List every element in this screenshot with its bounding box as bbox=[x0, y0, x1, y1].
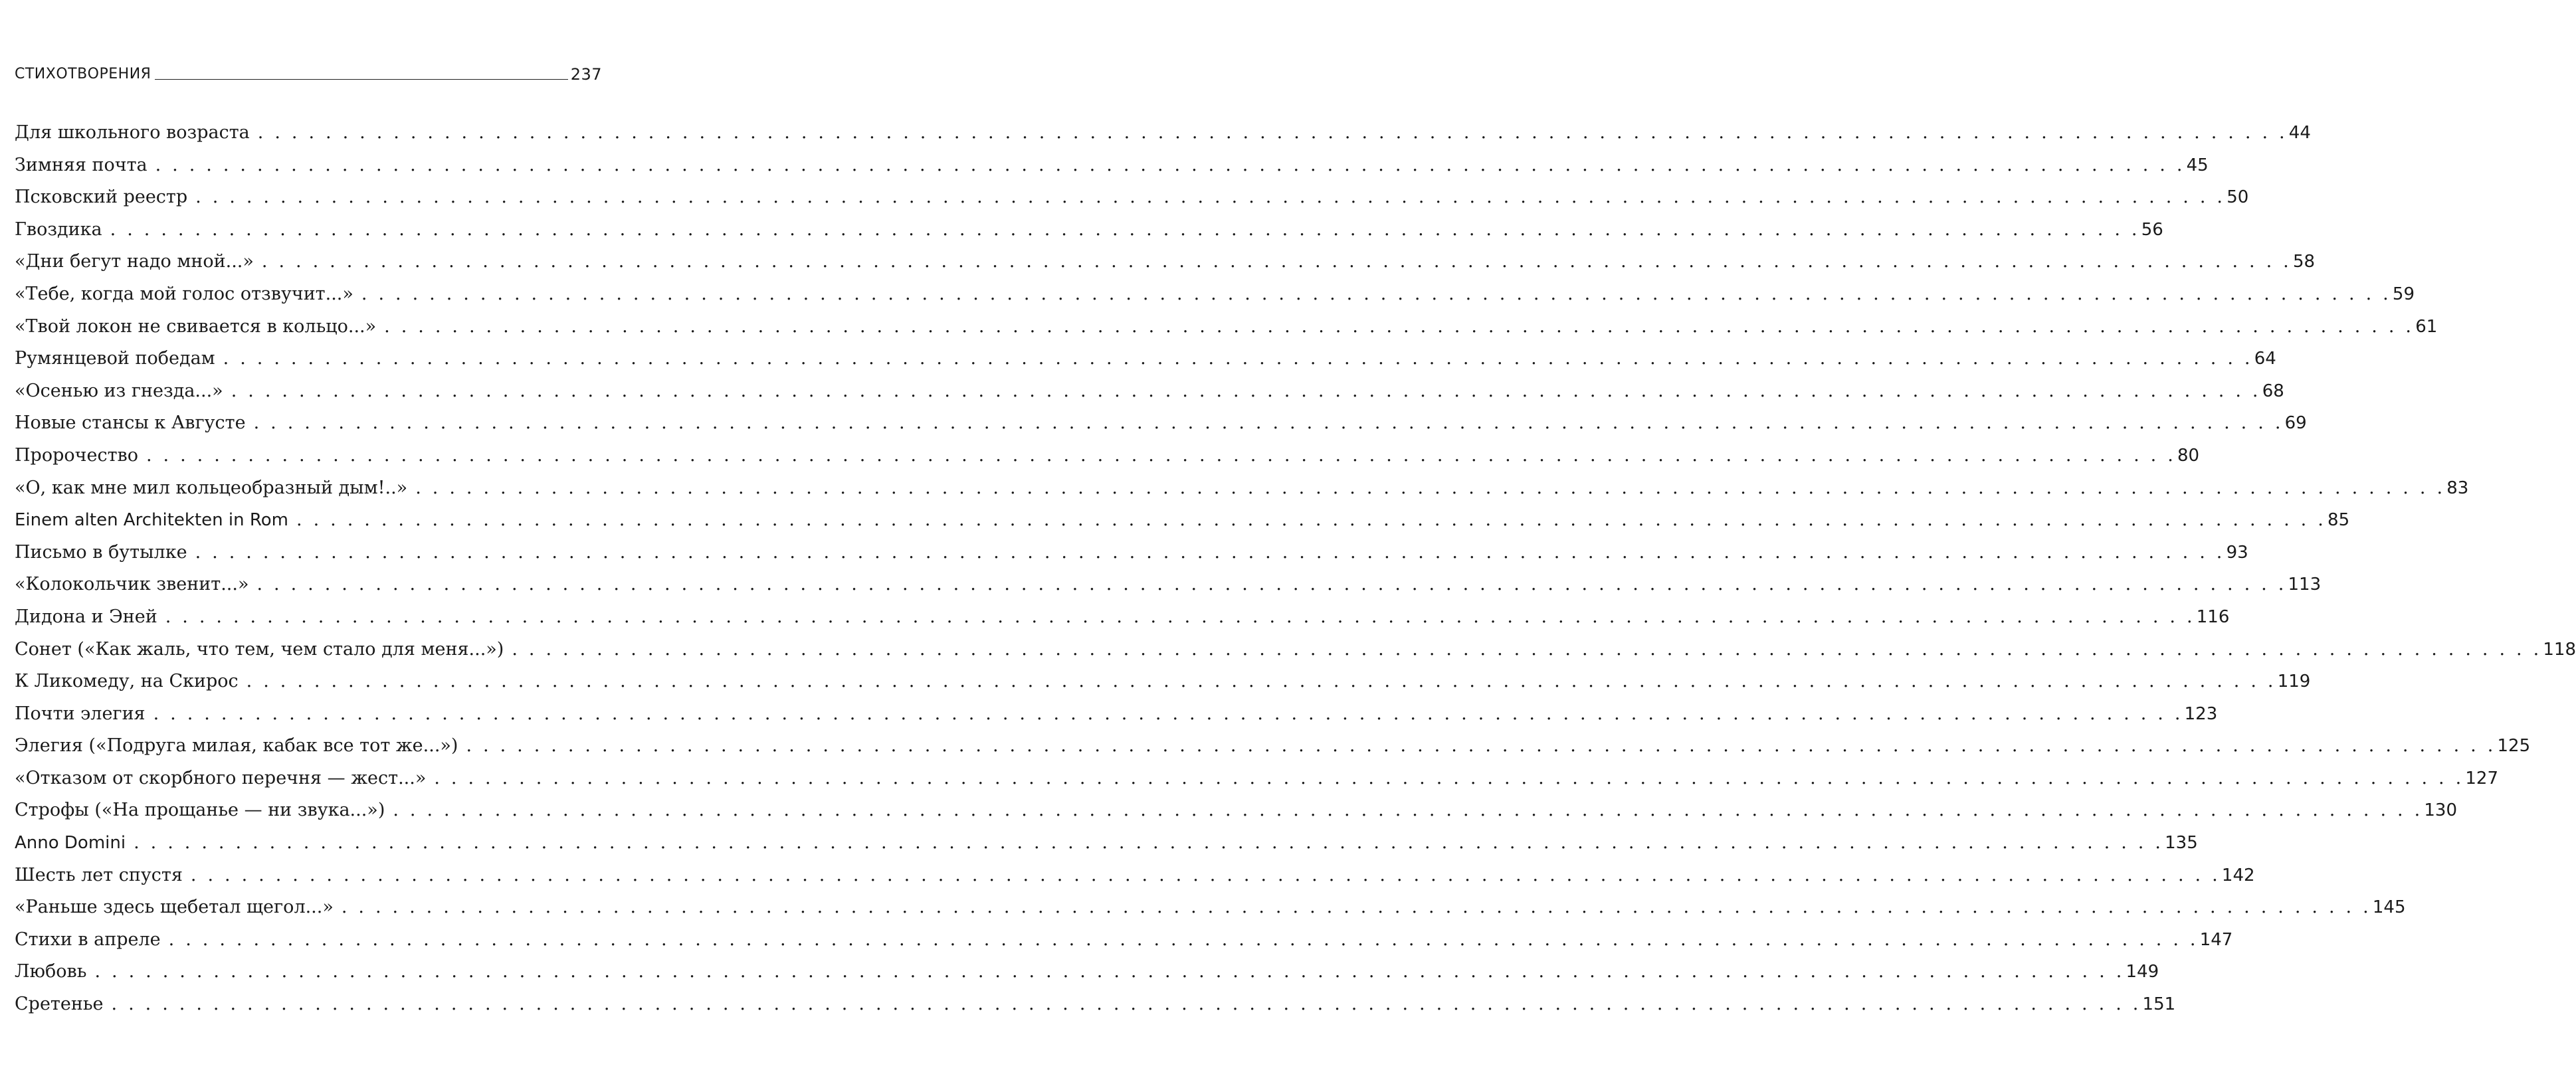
dot-leader: . . . . . . . . . . . . . . . . . . . . . . . . . . . . . . . . . . . . . . . . . . . . . . . . . . . . . . . . . . . . . . . . . . . . . . . . . . . . . . . . . . . . . . . . . . . . . . . . . . . . . . . . . . . . . . . . . . . . . . . . bbox=[195, 187, 2226, 208]
toc-entry-title: Anno Domini bbox=[15, 833, 126, 854]
toc-entry-page: 56 bbox=[2141, 219, 2163, 240]
toc-entry-page: 135 bbox=[2165, 833, 2198, 854]
toc-entry bbox=[15, 181, 2249, 214]
toc-entry-title: «Тебе, когда мой голос отзвучит...» bbox=[15, 283, 353, 304]
toc-entry-title: «Отказом от скорбного перечня — жест...» bbox=[15, 767, 427, 788]
toc-entry-page: 130 bbox=[2424, 800, 2458, 821]
toc-entry-page: 125 bbox=[2497, 736, 2531, 757]
dot-leader: . . . . . . . . . . . . . . . . . . . . . . . . . . . . . . . . . . . . . . . . . . . . . . . . . . . . . . . . . . . . . . . . . . . . . . . . . . . . . . . . . . . . . . . . . . . . . . . . . . . . . . . . . . . . . . . . . . . . . . . . bbox=[134, 832, 2164, 854]
dot-leader: . . . . . . . . . . . . . . . . . . . . . . . . . . . . . . . . . . . . . . . . . . . . . . . . . . . . . . . . . . . . . . . . . . . . . . . . . . . . . . . . . . . . . . . . . . . . . . . . . . . . . . . . . . . . . . . . . . . . . . . . bbox=[231, 380, 2261, 401]
toc-entry bbox=[15, 472, 2469, 505]
toc-entry-page: 127 bbox=[2465, 768, 2499, 788]
toc-entry-title: «Колокольчик звенит...» bbox=[15, 574, 249, 595]
toc-entry-title: Einem alten Architekten in Rom bbox=[15, 510, 288, 531]
toc-entry bbox=[15, 988, 2176, 1021]
toc-entry-page: 59 bbox=[2392, 284, 2415, 304]
dot-leader: . . . . . . . . . . . . . . . . . . . . . . . . . . . . . . . . . . . . . . . . . . . . . . . . . . . . . . . . . . . . . . . . . . . . . . . . . . . . . . . . . . . . . . . . . . . . . . . . . . . . . . . . . . . . . . . . . . . . . . . . bbox=[111, 994, 2141, 1015]
toc-entry-title: Пророчество bbox=[15, 444, 138, 466]
dot-leader: . . . . . . . . . . . . . . . . . . . . . . . . . . . . . . . . . . . . . . . . . . . . . . . . . . . . . . . . . . . . . . . . . . . . . . . . . . . . . . . . . . . . . . . . . . . . . . . . . . . . . . . . . . . . . . . . . . . . . . . . bbox=[296, 509, 2327, 531]
dot-leader: . . . . . . . . . . . . . . . . . . . . . . . . . . . . . . . . . . . . . . . . . . . . . . . . . . . . . . . . . . . . . . . . . . . . . . . . . . . . . . . . . . . . . . . . . . . . . . . . . . . . . . . . . . . . . . . . . . . . . . . . bbox=[223, 348, 2253, 369]
section-title: СТИХОТВОРЕНИЯ bbox=[15, 66, 151, 82]
toc-entry bbox=[15, 311, 2438, 343]
dot-leader: . . . . . . . . . . . . . . . . . . . . . . . . . . . . . . . . . . . . . . . . . . . . . . . . . . . . . . . . . . . . . . . . . . . . . . . . . . . . . . . . . . . . . . . . . . . . . . . . . . . . . . . . . . . . . . . . . . . . . . . . bbox=[261, 251, 2292, 272]
toc-entry bbox=[15, 343, 2276, 375]
toc-entry-page: 61 bbox=[2415, 316, 2438, 337]
toc-entry-page: 113 bbox=[2288, 575, 2322, 595]
table-of-contents bbox=[15, 117, 2576, 1021]
dot-leader: . . . . . . . . . . . . . . . . . . . . . . . . . . . . . . . . . . . . . . . . . . . . . . . . . . . . . . . . . . . . . . . . . . . . . . . . . . . . . . . . . . . . . . . . . . . . . . . . . . . . . . . . . . . . . . . . . . . . . . . . bbox=[253, 412, 2284, 434]
dot-leader: . . . . . . . . . . . . . . . . . . . . . . . . . . . . . . . . . . . . . . . . . . . . . . . . . . . . . . . . . . . . . . . . . . . . . . . . . . . . . . . . . . . . . . . . . . . . . . . . . . . . . . . . . . . . . . . . . . . . . . . . bbox=[341, 897, 2371, 918]
dot-leader: . . . . . . . . . . . . . . . . . . . . . . . . . . . . . . . . . . . . . . . . . . . . . . . . . . . . . . . . . . . . . . . . . . . . . . . . . . . . . . . . . . . . . . . . . . . . . . . . . . . . . . . . . . . . . . . . . . . . . . . . bbox=[195, 541, 2225, 563]
toc-entry-page: 149 bbox=[2126, 962, 2159, 982]
toc-entry-page: 85 bbox=[2328, 510, 2350, 531]
toc-entry-title: «Твой локон не свивается в кольцо...» bbox=[15, 316, 377, 337]
toc-entry-title: «Раньше здесь щебетал щегол...» bbox=[15, 897, 334, 918]
toc-entry-title: Сретенье bbox=[15, 994, 104, 1015]
dot-leader: . . . . . . . . . . . . . . . . . . . . . . . . . . . . . . . . . . . . . . . . . . . . . . . . . . . . . . . . . . . . . . . . . . . . . . . . . . . . . . . . . . . . . . . . . . . . . . . . . . . . . . . . . . . . . . . . . . . . . . . . bbox=[168, 929, 2199, 950]
toc-entry-title: Румянцевой победам bbox=[15, 348, 215, 369]
toc-entry-title: «Осенью из гнезда...» bbox=[15, 380, 223, 401]
toc-entry-title: Элегия («Подруга милая, кабак все тот же...») bbox=[15, 735, 458, 757]
toc-entry bbox=[15, 214, 2163, 246]
toc-entry bbox=[15, 569, 2322, 601]
toc-entry-page: 93 bbox=[2226, 542, 2248, 563]
toc-entry bbox=[15, 601, 2230, 634]
toc-entry-page: 69 bbox=[2284, 413, 2307, 434]
dot-leader: . . . . . . . . . . . . . . . . . . . . . . . . . . . . . . . . . . . . . . . . . . . . . . . . . . . . . . . . . . . . . . . . . . . . . . . . . . . . . . . . . . . . . . . . . . . . . . . . . . . . . . . . . . . . . . . . . . . . . . . . bbox=[361, 283, 2391, 304]
toc-entry-page: 80 bbox=[2177, 445, 2200, 466]
toc-entry-title: «Дни бегут надо мной...» bbox=[15, 251, 254, 272]
toc-entry-title: «О, как мне мил кольцеобразный дым!..» bbox=[15, 477, 408, 498]
toc-entry bbox=[15, 763, 2499, 795]
toc-entry-page: 45 bbox=[2186, 155, 2209, 175]
toc-entry-title: Для школьного возраста bbox=[15, 122, 250, 143]
toc-entry-title: Почти элегия bbox=[15, 703, 146, 724]
toc-entry bbox=[15, 698, 2218, 731]
toc-entry bbox=[15, 634, 2576, 666]
dot-leader: . . . . . . . . . . . . . . . . . . . . . . . . . . . . . . . . . . . . . . . . . . . . . . . . . . . . . . . . . . . . . . . . . . . . . . . . . . . . . . . . . . . . . . . . . . . . . . . . . . . . . . . . . . . . . . . . . . . . . . . . bbox=[466, 735, 2496, 757]
dot-leader: . . . . . . . . . . . . . . . . . . . . . . . . . . . . . . . . . . . . . . . . . . . . . . . . . . . . . . . . . . . . . . . . . . . . . . . . . . . . . . . . . . . . . . . . . . . . . . . . . . . . . . . . . . . . . . . . . . . . . . . . bbox=[94, 961, 2125, 982]
toc-entry-page: 123 bbox=[2184, 703, 2218, 724]
toc-entry bbox=[15, 860, 2255, 892]
toc-entry-page: 151 bbox=[2142, 994, 2176, 1015]
toc-entry-page: 145 bbox=[2372, 897, 2406, 918]
dot-leader: . . . . . . . . . . . . . . . . . . . . . . . . . . . . . . . . . . . . . . . . . . . . . . . . . . . . . . . . . . . . . . . . . . . . . . . . . . . . . . . . . . . . . . . . . . . . . . . . . . . . . . . . . . . . . . . . . . . . . . . . bbox=[384, 316, 2415, 337]
dot-leader: . . . . . . . . . . . . . . . . . . . . . . . . . . . . . . . . . . . . . . . . . . . . . . . . . . . . . . . . . . . . . . . . . . . . . . . . . . . . . . . . . . . . . . . . . . . . . . . . . . . . . . . . . . . . . . . . . . . . . . . . bbox=[257, 122, 2288, 143]
page-number: 237 bbox=[570, 65, 602, 84]
toc-entry-title: Сонет («Как жаль, что тем, чем стало для меня...») bbox=[15, 638, 504, 660]
toc-entry-page: 44 bbox=[2288, 123, 2311, 143]
toc-entry-title: Письмо в бутылке bbox=[15, 541, 187, 563]
toc-entry-page: 118 bbox=[2543, 639, 2576, 660]
toc-entry-title: Строфы («На прощанье — ни звука...») bbox=[15, 800, 385, 821]
toc-entry bbox=[15, 440, 2200, 472]
toc-entry-page: 119 bbox=[2277, 672, 2311, 692]
toc-entry-page: 142 bbox=[2221, 865, 2255, 885]
dot-leader: . . . . . . . . . . . . . . . . . . . . . . . . . . . . . . . . . . . . . . . . . . . . . . . . . . . . . . . . . . . . . . . . . . . . . . . . . . . . . . . . . . . . . . . . . . . . . . . . . . . . . . . . . . . . . . . . . . . . . . . . bbox=[190, 864, 2221, 885]
toc-entry bbox=[15, 246, 2316, 278]
toc-entry-title: Любовь bbox=[15, 961, 87, 982]
toc-entry bbox=[15, 375, 2284, 408]
dot-leader: . . . . . . . . . . . . . . . . . . . . . . . . . . . . . . . . . . . . . . . . . . . . . . . . . . . . . . . . . . . . . . . . . . . . . . . . . . . . . . . . . . . . . . . . . . . . . . . . . . . . . . . . . . . . . . . . . . . . . . . . bbox=[434, 767, 2464, 788]
dot-leader: . . . . . . . . . . . . . . . . . . . . . . . . . . . . . . . . . . . . . . . . . . . . . . . . . . . . . . . . . . . . . . . . . . . . . . . . . . . . . . . . . . . . . . . . . . . . . . . . . . . . . . . . . . . . . . . . . . . . . . . . bbox=[146, 444, 2176, 466]
toc-entry-page: 64 bbox=[2254, 349, 2276, 369]
toc-entry-title: Стихи в апреле bbox=[15, 929, 161, 950]
dot-leader: . . . . . . . . . . . . . . . . . . . . . . . . . . . . . . . . . . . . . . . . . . . . . . . . . . . . . . . . . . . . . . . . . . . . . . . . . . . . . . . . . . . . . . . . . . . . . . . . . . . . . . . . . . . . . . . . . . . . . . . . bbox=[512, 638, 2542, 660]
toc-entry-title: Дидона и Эней bbox=[15, 606, 157, 627]
toc-entry bbox=[15, 537, 2248, 569]
toc-entry bbox=[15, 891, 2406, 924]
dot-leader: . . . . . . . . . . . . . . . . . . . . . . . . . . . . . . . . . . . . . . . . . . . . . . . . . . . . . . . . . . . . . . . . . . . . . . . . . . . . . . . . . . . . . . . . . . . . . . . . . . . . . . . . . . . . . . . . . . . . . . . . bbox=[415, 477, 2446, 498]
dot-leader: . . . . . . . . . . . . . . . . . . . . . . . . . . . . . . . . . . . . . . . . . . . . . . . . . . . . . . . . . . . . . . . . . . . . . . . . . . . . . . . . . . . . . . . . . . . . . . . . . . . . . . . . . . . . . . . . . . . . . . . . bbox=[256, 574, 2287, 595]
toc-entry bbox=[15, 730, 2531, 763]
toc-entry bbox=[15, 149, 2209, 182]
toc-entry bbox=[15, 504, 2350, 537]
toc-entry bbox=[15, 827, 2198, 860]
toc-entry bbox=[15, 794, 2458, 827]
toc-entry bbox=[15, 278, 2415, 311]
toc-entry bbox=[15, 956, 2159, 988]
toc-entry-page: 68 bbox=[2262, 381, 2284, 401]
dot-leader: . . . . . . . . . . . . . . . . . . . . . . . . . . . . . . . . . . . . . . . . . . . . . . . . . . . . . . . . . . . . . . . . . . . . . . . . . . . . . . . . . . . . . . . . . . . . . . . . . . . . . . . . . . . . . . . . . . . . . . . . bbox=[153, 703, 2183, 724]
toc-entry bbox=[15, 666, 2311, 698]
dot-leader: . . . . . . . . . . . . . . . . . . . . . . . . . . . . . . . . . . . . . . . . . . . . . . . . . . . . . . . . . . . . . . . . . . . . . . . . . . . . . . . . . . . . . . . . . . . . . . . . . . . . . . . . . . . . . . . . . . . . . . . . bbox=[165, 606, 2195, 627]
running-header bbox=[15, 65, 602, 84]
toc-entry-page: 116 bbox=[2196, 606, 2230, 627]
toc-entry bbox=[15, 924, 2233, 956]
dot-leader: . . . . . . . . . . . . . . . . . . . . . . . . . . . . . . . . . . . . . . . . . . . . . . . . . . . . . . . . . . . . . . . . . . . . . . . . . . . . . . . . . . . . . . . . . . . . . . . . . . . . . . . . . . . . . . . . . . . . . . . . bbox=[110, 219, 2140, 240]
dot-leader: . . . . . . . . . . . . . . . . . . . . . . . . . . . . . . . . . . . . . . . . . . . . . . . . . . . . . . . . . . . . . . . . . . . . . . . . . . . . . . . . . . . . . . . . . . . . . . . . . . . . . . . . . . . . . . . . . . . . . . . . bbox=[393, 800, 2423, 821]
toc-entry-title: Гвоздика bbox=[15, 219, 102, 240]
toc-entry bbox=[15, 407, 2307, 440]
toc-entry-page: 83 bbox=[2446, 478, 2469, 498]
toc-entry-title: Новые стансы к Августе bbox=[15, 412, 246, 434]
toc-entry-title: К Ликомеду, на Скирос bbox=[15, 671, 239, 692]
dot-leader: . . . . . . . . . . . . . . . . . . . . . . . . . . . . . . . . . . . . . . . . . . . . . . . . . . . . . . . . . . . . . . . . . . . . . . . . . . . . . . . . . . . . . . . . . . . . . . . . . . . . . . . . . . . . . . . . . . . . . . . . bbox=[155, 154, 2185, 175]
toc-entry-page: 58 bbox=[2292, 252, 2316, 272]
toc-entry-page: 147 bbox=[2199, 929, 2233, 950]
toc-entry-title: Псковский реестр bbox=[15, 187, 188, 208]
dot-leader: . . . . . . . . . . . . . . . . . . . . . . . . . . . . . . . . . . . . . . . . . . . . . . . . . . . . . . . . . . . . . . . . . . . . . . . . . . . . . . . . . . . . . . . . . . . . . . . . . . . . . . . . . . . . . . . . . . . . . . . . bbox=[246, 671, 2276, 692]
toc-entry-title: Зимняя почта bbox=[15, 154, 148, 175]
toc-entry bbox=[15, 117, 2311, 149]
header-rule bbox=[155, 79, 567, 80]
toc-entry-page: 50 bbox=[2227, 187, 2249, 208]
toc-entry-title: Шесть лет спустя bbox=[15, 864, 183, 885]
